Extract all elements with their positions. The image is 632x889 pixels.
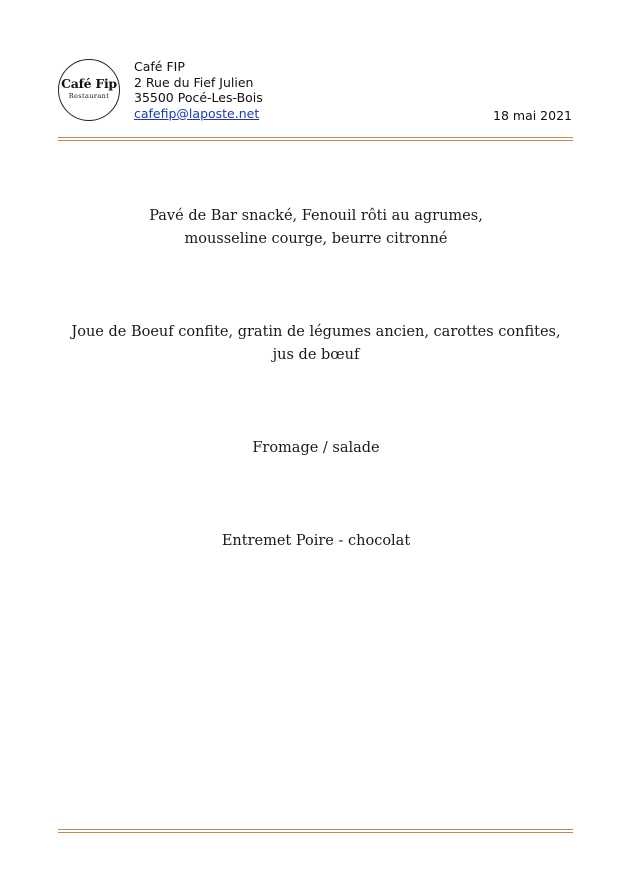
dish-line: Pavé de Bar snacké, Fenouil rôti au agrumes,	[149, 208, 483, 224]
dish-line: Entremet Poire - chocolat	[221, 533, 411, 549]
header-divider	[58, 137, 573, 141]
footer-divider	[58, 829, 573, 833]
menu-dish-starter	[0, 205, 632, 251]
restaurant-name: Café FIP	[134, 59, 185, 74]
dish-line: Joue de Boeuf confite, gratin de légumes ancien, carottes confites,	[71, 324, 561, 340]
menu-dish-dessert	[0, 530, 632, 553]
document-date: 18 mai 2021	[493, 108, 572, 123]
menu-dish-cheese	[0, 437, 632, 460]
city-address: 35500 Pocé-Les-Bois	[134, 90, 263, 106]
address-block	[134, 59, 263, 121]
logo-subtitle: Restaurant	[68, 92, 110, 100]
dish-line: mousseline courge, beurre citronné	[184, 231, 448, 247]
street-address: 2 Rue du Fief Julien	[134, 74, 254, 90]
restaurant-logo	[58, 59, 120, 121]
menu-dish-main	[0, 321, 632, 367]
dish-line: Fromage / salade	[252, 440, 380, 456]
logo-name: Café Fip	[61, 76, 117, 91]
email-link[interactable]: cafefip@laposte.net	[134, 105, 260, 121]
dish-line: jus de bœuf	[272, 347, 360, 363]
